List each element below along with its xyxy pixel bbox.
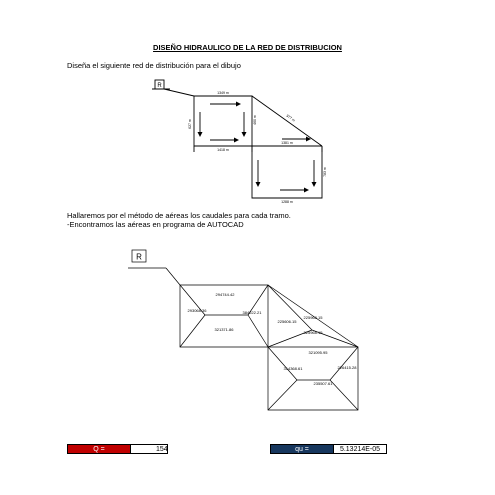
document-title: DISEÑO HIDRAULICO DE LA RED DE DISTRIBUCION [153,43,342,52]
dim-diagonal: 977 m [285,113,296,123]
q-value-cell: 154 [131,444,168,454]
area-value: 325968.15 [303,330,323,335]
area-value: 314368.61 [283,366,303,371]
qu-label-cell: qu = [270,444,334,454]
area-value: 293068.36 [187,308,207,313]
area-block-lower [268,347,358,410]
dim-bottom: 1288 m [281,200,293,204]
dim-left: 627 m [188,119,192,129]
area-supply-line [166,268,180,285]
area-value: 321095.95 [308,350,328,355]
area-value: 226415.28 [337,365,357,370]
area-reservoir-label: R [136,252,142,262]
paragraph-autocad: -Encontramos las aéreas en programa de AUTOCAD [67,220,244,229]
area-value: 235507.61 [313,381,333,386]
paragraph-methods: Hallaremos por el método de aéreas los caudales para cada tramo. [67,211,291,220]
dim-short: 1381 m [281,141,293,145]
q-label-cell: Q = [67,444,131,454]
dim-right-lower: 783 m [323,167,327,177]
qu-value-cell: 5.13214E-05 [334,444,387,454]
dim-mid: 460 m [253,115,257,125]
area-value: 225606.15 [277,319,297,324]
area-value: 384222.21 [242,310,262,315]
dim-bottom-left: 1418 m [217,148,229,152]
reservoir-label: R [157,83,162,89]
area-value: 321371.86 [214,327,234,332]
area-value: 294744.42 [215,292,235,297]
area-value: 225968.15 [303,315,323,320]
intro-text: Diseña el siguiente red de distribución para el dibujo [67,61,241,70]
dim-top: 1349 m [217,91,229,95]
